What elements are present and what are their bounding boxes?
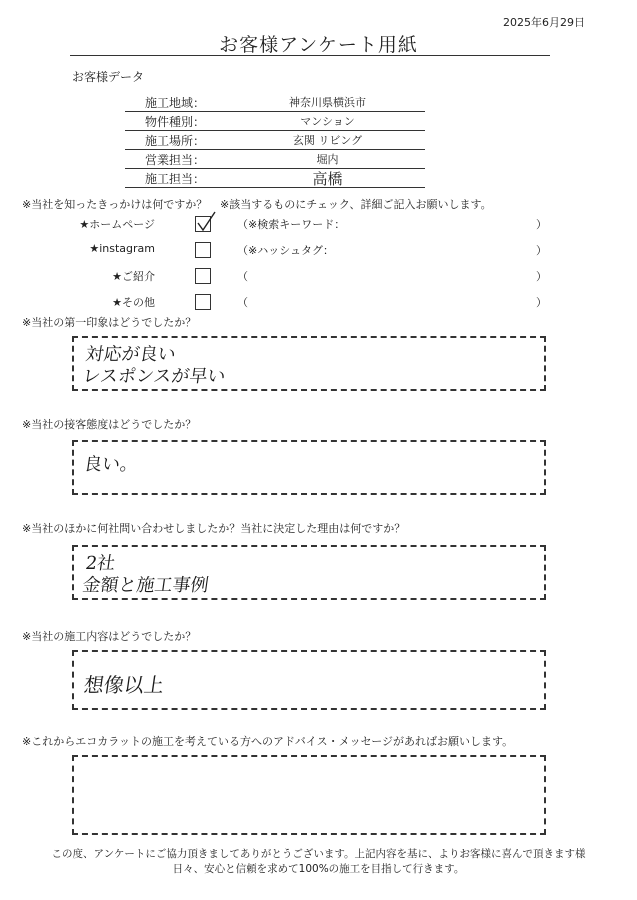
instagram-checkbox[interactable]: [195, 242, 211, 258]
source-detail: （: [237, 296, 248, 309]
answer-box-construction-quality[interactable]: [72, 650, 546, 710]
answer-construction-quality: 想像以上: [82, 673, 166, 697]
source-detail-close: ）: [536, 270, 547, 283]
question-construction-quality: ※当社の施工内容はどうでしたか？: [22, 630, 197, 643]
source-option-homepage: [0, 216, 637, 236]
answer-other-companies: 2社 金額と施工事例: [81, 553, 210, 596]
source-detail: （※検索キーワード：: [237, 218, 346, 231]
source-detail: （※ハッシュタグ：: [237, 244, 334, 257]
source-detail-close: ）: [536, 296, 547, 309]
answer-first-impression: 対応が良い レスポンスが早い: [81, 344, 227, 387]
source-detail-close: ）: [536, 244, 547, 257]
info-row-location: [125, 131, 425, 150]
info-row-installer: [125, 169, 425, 188]
info-label: 物件種別：: [145, 114, 206, 129]
question-other-companies: ※当社のほかに何社問い合わせしましたか？当社に決定した理由は何ですか？: [22, 522, 406, 535]
info-value: 神奈川県横浜市: [289, 96, 366, 109]
info-label: 施工担当：: [145, 171, 206, 186]
footer-message-line2: 日々、安心と信頼を求めて100%の施工を目指して行きます。: [172, 863, 465, 875]
source-option-other: [0, 294, 637, 314]
source-option-label: ★ホームページ: [79, 218, 155, 231]
page-title: お客様アンケート用紙: [219, 34, 418, 56]
info-value: 堀内: [316, 153, 339, 166]
survey-date: 2025年6月29日: [503, 16, 585, 29]
source-note: ※該当するものにチェック、詳細ご記入お願いします。: [220, 198, 492, 211]
source-question: ※当社を知ったきっかけは何ですか？: [22, 198, 208, 211]
source-option-referral: [0, 268, 637, 288]
referral-checkbox[interactable]: [195, 268, 211, 284]
question-service-attitude: ※当社の接客態度はどうでしたか？: [22, 418, 197, 431]
source-detail: （: [237, 270, 248, 283]
source-option-label: ★ご紹介: [112, 270, 155, 283]
answer-box-service-attitude[interactable]: [72, 440, 546, 495]
source-detail-close: ）: [536, 218, 547, 231]
customer-info-table: [125, 93, 425, 188]
info-label: 営業担当：: [145, 152, 206, 167]
info-value: マンション: [300, 115, 355, 128]
source-option-label: ★その他: [112, 296, 155, 309]
answer-box-first-impression[interactable]: [72, 336, 546, 391]
check-mark-icon: [195, 211, 219, 233]
info-label: 施工地域：: [145, 95, 206, 110]
title-underline: [70, 55, 550, 56]
question-advice: ※これからエコカラットの施工を考えている方へのアドバイス・メッセージがあればお願いします。: [22, 735, 514, 748]
homepage-checkbox[interactable]: [195, 216, 211, 232]
customer-section-label: お客様データ: [72, 70, 145, 84]
info-value-handwritten: 高橋: [312, 169, 343, 188]
question-first-impression: ※当社の第一印象はどうでしたか？: [22, 316, 197, 329]
source-option-label: ★instagram: [89, 242, 155, 255]
answer-service-attitude: 良い。: [82, 454, 140, 475]
answer-box-other-companies[interactable]: [72, 545, 546, 600]
info-row-property-type: [125, 112, 425, 131]
source-option-instagram: [0, 242, 637, 262]
answer-box-advice[interactable]: [72, 755, 546, 835]
footer-message-line1: この度、アンケートにご協力頂きましてありがとうございます。上記内容を基に、よりお客様に喜んで頂きます様: [51, 848, 586, 860]
info-row-sales-rep: [125, 150, 425, 169]
info-row-area: [125, 93, 425, 112]
other-checkbox[interactable]: [195, 294, 211, 310]
info-value: 玄関 リビング: [292, 134, 363, 147]
info-label: 施工場所：: [145, 133, 206, 148]
